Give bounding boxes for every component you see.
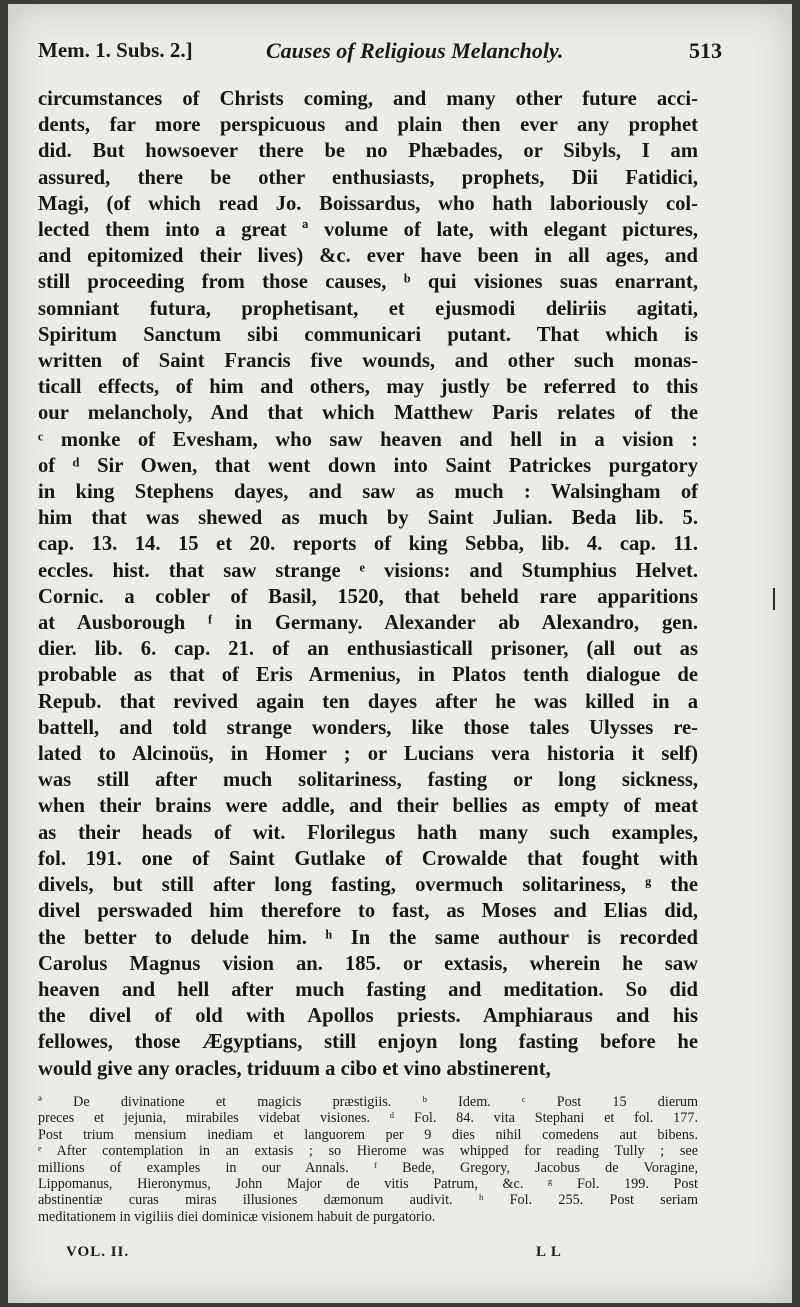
text-line: probable as that of Eris Armenius, in Platos tenth dialogue de [38, 664, 698, 687]
running-title: Causes of Religious Melancholy. [266, 38, 564, 63]
text-line: lated to Alcinoüs, in Homer ; or Lucians vera historia it self) [38, 743, 698, 766]
page-number: 513 [689, 38, 722, 63]
text-line: did. But howsoever there be no Phæbades, or Sibyls, I am [38, 140, 698, 163]
footnote-line: meditationem in vigiliis diei dominicæ visionem habuit de purgatorio. [38, 1208, 436, 1225]
text-line: divels, but still after long fasting, overmuch solitariness, ᵍ the [38, 874, 698, 897]
text-line: as their heads of wit. Florilegus hath many such examples, [38, 821, 698, 844]
section-reference: Mem. 1. Subs. 2.] [38, 38, 193, 62]
text-line: the divel of old with Apollos priests. Amphiaraus and his [38, 1005, 698, 1028]
text-line: heaven and hell after much fasting and meditation. So did [38, 978, 698, 1001]
text-line: assured, there be other enthusiasts, prophets, Dii Fatidici, [38, 166, 698, 189]
text-line: the better to delude him. ʰ In the same authour is recorded [38, 926, 698, 949]
text-line: Carolus Magnus vision an. 185. or extasis, wherein he saw [38, 952, 698, 975]
footnotes [38, 1094, 698, 1225]
running-header [38, 38, 722, 74]
page-footer [66, 1244, 586, 1266]
text-line: still proceeding from those causes, ᵇ qui visiones suas enarrant, [38, 271, 698, 294]
footnote-line: ᵉ After contemplation in an extasis ; so Hierome was whipped for reading Tully ; see [38, 1143, 698, 1160]
footnote-line: ª De divinatione et magicis præstigiis. ᵇ Idem. ᶜ Post 15 dierum [38, 1094, 698, 1110]
text-line: was still after much solitariness, fasting or long sickness, [38, 769, 698, 792]
text-line: cap. 13. 14. 15 et 20. reports of king Sebba, lib. 4. cap. 11. [38, 533, 698, 556]
text-line: dents, far more perspicuous and plain then ever any prophet [38, 114, 698, 137]
text-line: Repub. that revived again ten dayes after he was killed in a [38, 690, 698, 713]
signature-mark: L L [536, 1244, 562, 1260]
text-line: somniant futura, prophetisant, et ejusmodi deliriis agitati, [38, 297, 698, 320]
text-line: written of Saint Francis five wounds, and other such monas- [38, 350, 698, 373]
text-line: Magi, (of which read Jo. Boissardus, who hath laboriously col- [38, 192, 698, 215]
footnote-line: abstinentiæ curas miras illusiones dæmonum audivit. ʰ Fol. 255. Post seriam [38, 1192, 698, 1209]
text-line: would give any oracles, triduum a cibo et vino abstinerent, [38, 1057, 551, 1080]
volume-label: VOL. II. [66, 1244, 130, 1260]
text-line: battell, and told strange wonders, like those tales Ulysses re- [38, 716, 698, 739]
text-line: Cornic. a cobler of Basil, 1520, that beheld rare apparitions [38, 585, 698, 608]
text-line: fellowes, those Ægyptians, still enjoyn long fasting before he [38, 1031, 698, 1054]
text-line: him that was shewed as much by Saint Julian. Beda lib. 5. [38, 507, 698, 530]
main-text [38, 86, 698, 1082]
margin-mark [773, 588, 775, 610]
text-line: when their brains were addle, and their bellies as empty of meat [38, 795, 698, 818]
text-line: divel perswaded him therefore to fast, as Moses and Elias did, [38, 900, 698, 923]
text-line: ticall effects, of him and others, may justly be referred to this [38, 376, 698, 399]
text-line: our melancholy, And that which Matthew Paris relates of the [38, 402, 698, 425]
text-line: at Ausborough ᶠ in Germany. Alexander ab Alexandro, gen. [38, 612, 698, 635]
footnote-line: Lippomanus, Hieronymus, John Major de vitis Patrum, &c. ᵍ Fol. 199. Post [38, 1176, 698, 1193]
text-line: eccles. hist. that saw strange ᵉ visions: and Stumphius Helvet. [38, 559, 698, 582]
text-line: circumstances of Christs coming, and many other future acci- [38, 88, 698, 110]
book-page [8, 4, 792, 1303]
footnote-line: millions of examples in our Annals. ᶠ Bede, Gregory, Jacobus de Voragine, [38, 1159, 698, 1176]
text-line: of ᵈ Sir Owen, that went down into Saint Patrickes purgatory [38, 454, 698, 477]
text-line: ᶜ monke of Evesham, who saw heaven and hell in a vision : [38, 428, 698, 451]
text-line: and epitomized their lives) &c. ever have been in all ages, and [38, 245, 698, 268]
text-line: Spiritum Sanctum sibi communicari putant. That which is [38, 323, 698, 346]
footnote-line: preces et jejunia, mirabiles videbat visiones. ᵈ Fol. 84. vita Stephani et fol. 177. [38, 1110, 698, 1127]
footnote-line: Post trium mensium inediam et languorem per 9 dies nihil comedens aut bibens. [38, 1126, 698, 1143]
text-line: fol. 191. one of Saint Gutlake of Crowalde that fought with [38, 847, 698, 870]
text-line: in king Stephens dayes, and saw as much : Walsingham of [38, 481, 698, 504]
text-line: dier. lib. 6. cap. 21. of an enthusiasticall prisoner, (all out as [38, 638, 698, 661]
text-line: lected them into a great ª volume of late, with elegant pictures, [38, 219, 698, 242]
